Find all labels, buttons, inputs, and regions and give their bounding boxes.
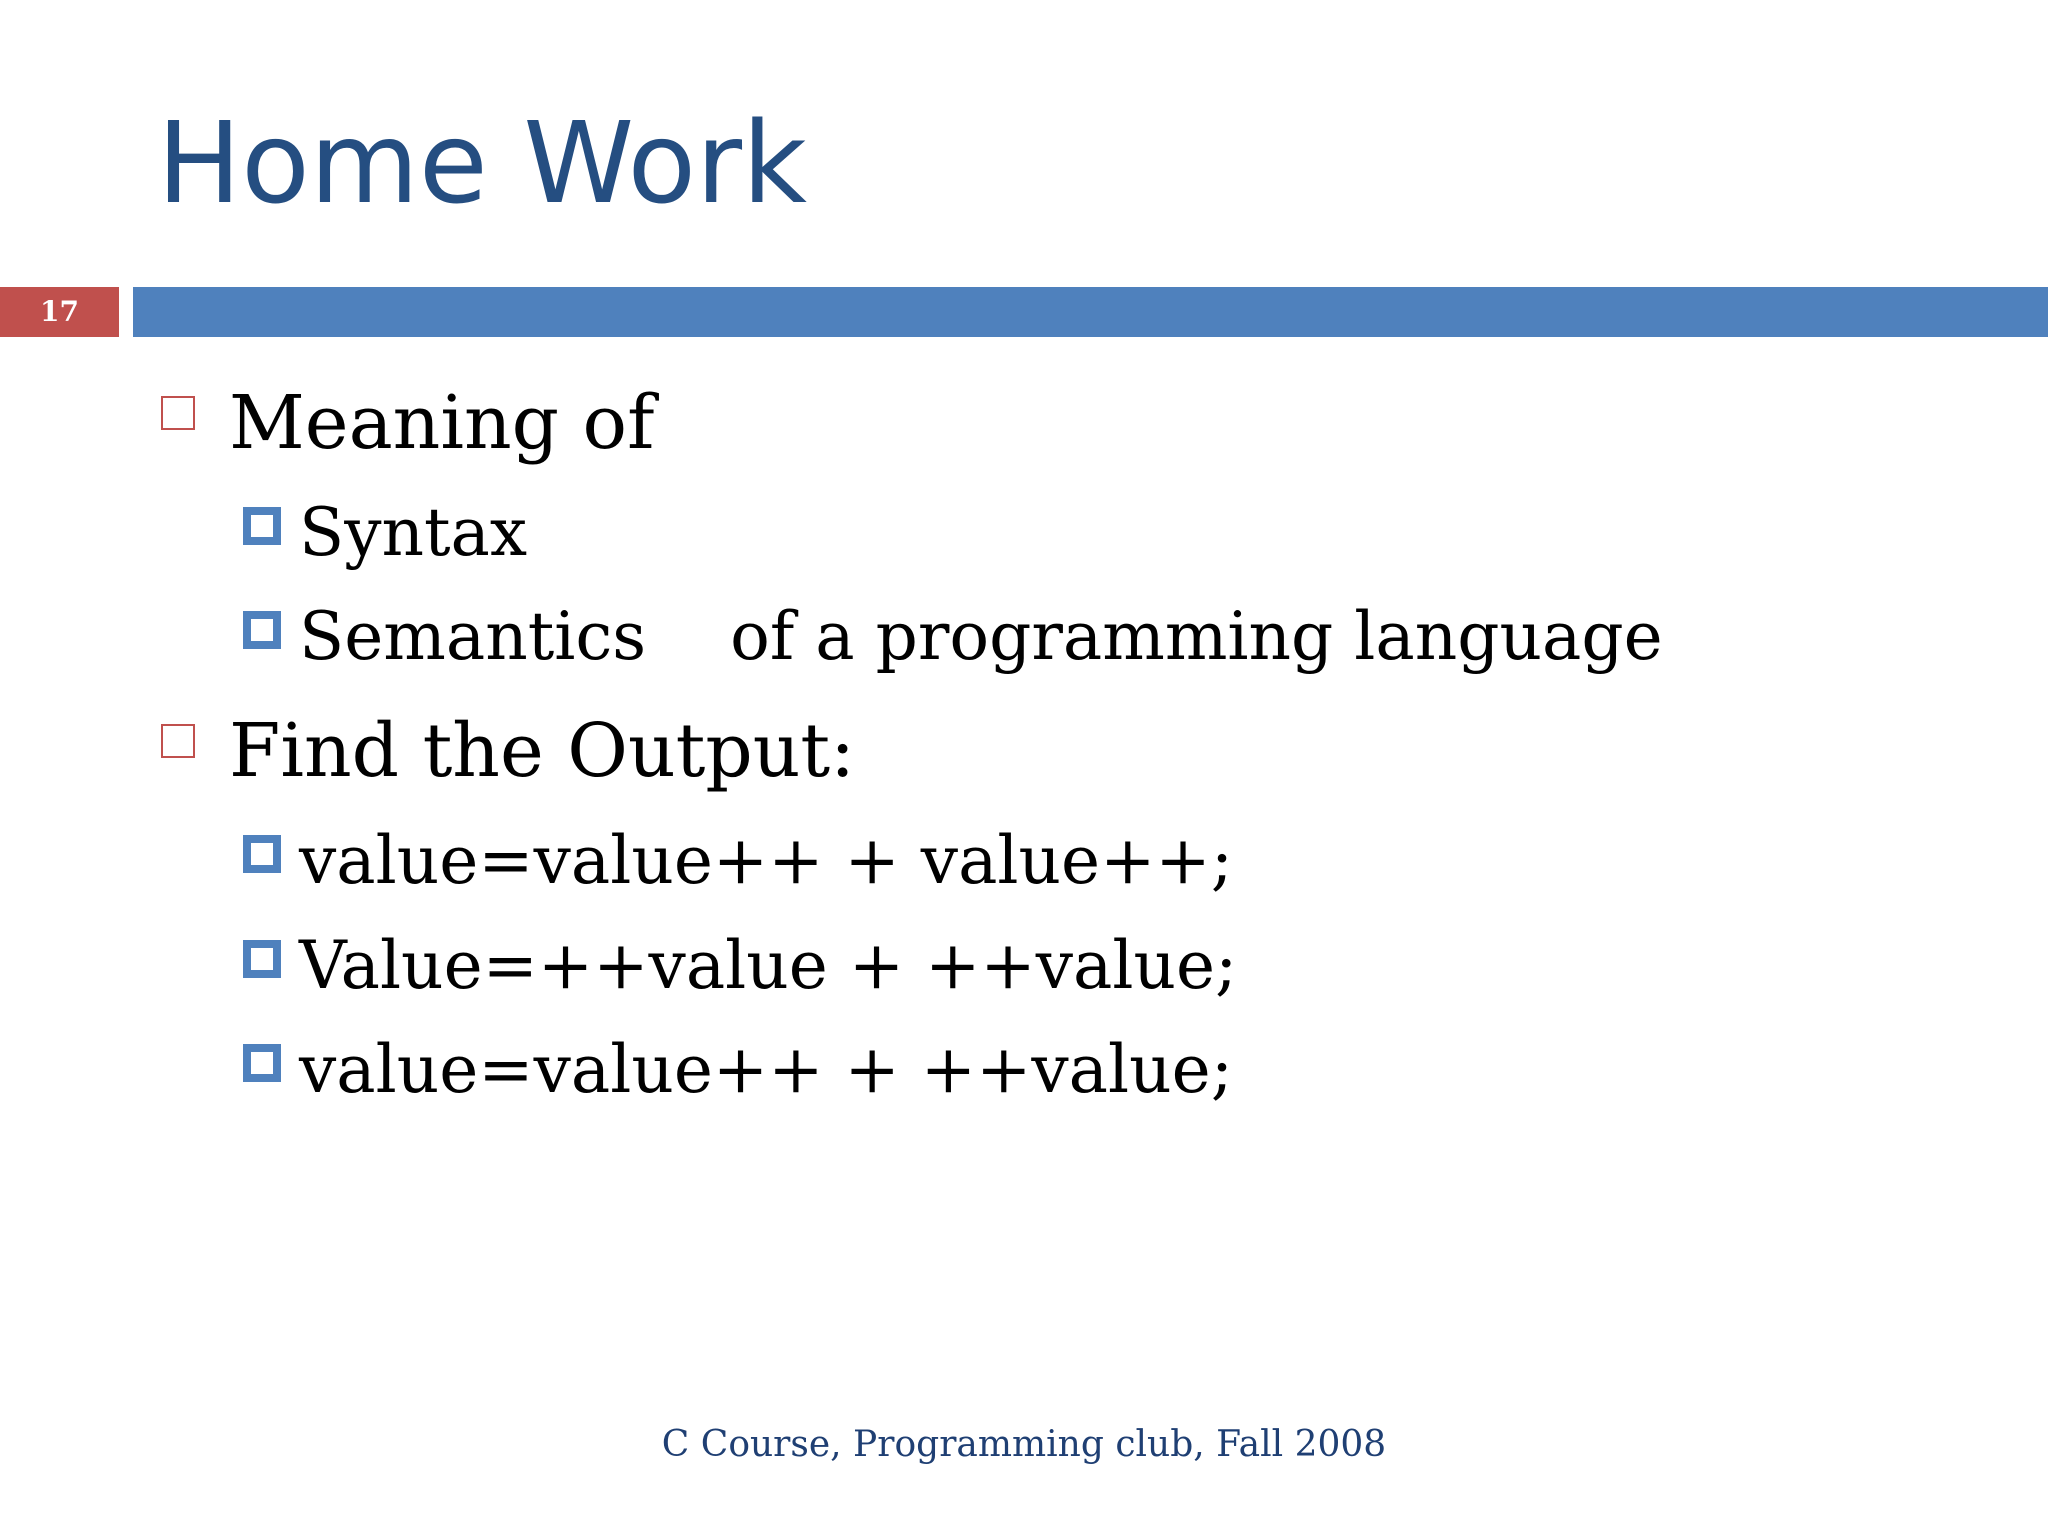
sub-bullet-semantics: Semantics of a programming language	[299, 598, 1663, 675]
sub-bullet-expression-3: value=value++ + ++value;	[299, 1031, 1233, 1108]
square-bullet-icon	[243, 611, 281, 649]
sub-bullet-syntax: Syntax	[299, 494, 528, 571]
sub-bullet-expression-1: value=value++ + value++;	[299, 822, 1233, 899]
square-bullet-icon	[243, 940, 281, 978]
sub-bullet-expression-2: Value=++value + ++value;	[299, 927, 1238, 1004]
square-bullet-icon	[243, 507, 281, 545]
slide-number: 17	[0, 287, 119, 337]
square-bullet-icon	[161, 724, 195, 758]
slide-footer: C Course, Programming club, Fall 2008	[661, 1424, 1387, 1465]
square-bullet-icon	[243, 835, 281, 873]
bullet-find-output: Find the Output:	[229, 708, 856, 794]
square-bullet-icon	[243, 1044, 281, 1082]
square-bullet-icon	[161, 396, 195, 430]
bullet-meaning-of: Meaning of	[229, 380, 655, 466]
slide-title: Home Work	[157, 99, 807, 229]
